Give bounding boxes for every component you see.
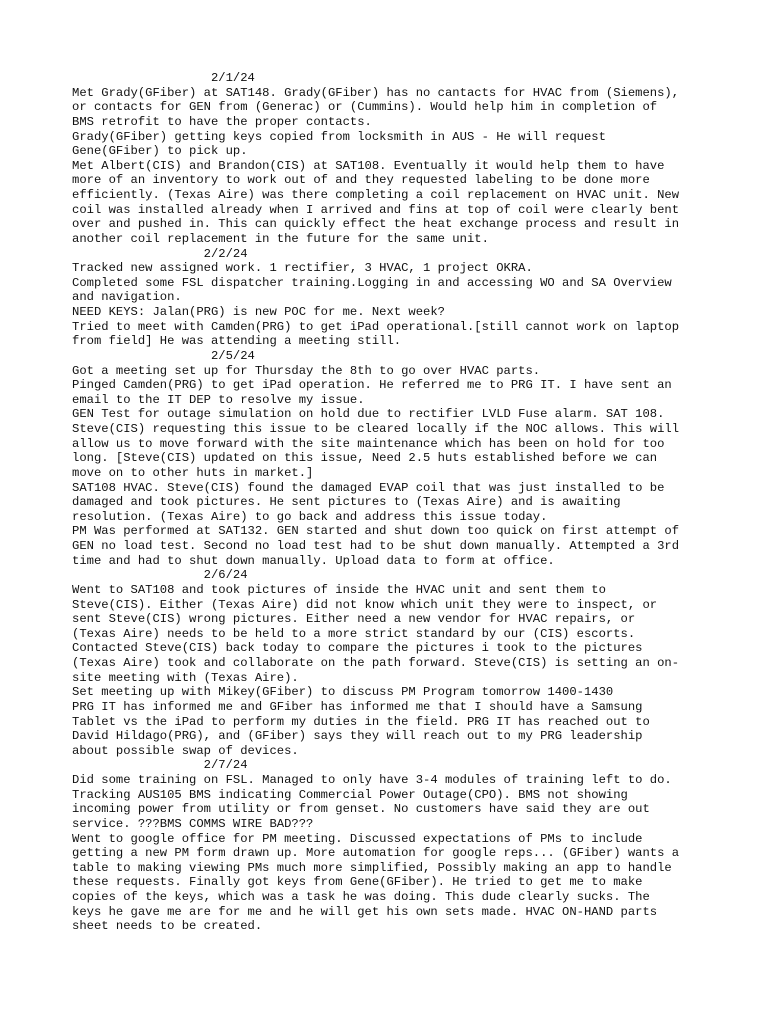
text-line: sent Steve(CIS) wrong pictures. Either need a new vendor for HVAC repairs, or <box>72 612 636 627</box>
text-line: table to making viewing PMs much more simplified, Possibly making an app to handle <box>72 860 672 875</box>
text-line: Contacted Steve(CIS) back today to compare the pictures i took to the pictures <box>72 641 643 656</box>
text-line: Completed some FSL dispatcher training.Logging in and accessing WO and SA Overview <box>72 275 672 290</box>
text-line: GEN no load test. Second no load test had to be shut down manually. Attempted a 3rd <box>72 539 680 553</box>
text-line: Tablet vs the iPad to perform my duties in the field. PRG IT has reached out to <box>72 714 650 729</box>
text-line: copies of the keys, which was a task he was doing. This dude clearly sucks. The <box>72 890 650 904</box>
text-line: PRG IT has informed me and GFiber has informed me that I should have a Samsung <box>72 699 643 714</box>
text-line: Tracked new assigned work. 1 rectifier, 3 HVAC, 1 project OKRA. <box>72 261 533 276</box>
date-heading: 2/6/24 <box>72 568 248 583</box>
date-heading: 2/5/24 <box>72 348 255 363</box>
text-line: resolution. (Texas Aire) to go back and address this issue today. <box>72 509 548 524</box>
text-line: Pinged Camden(PRG) to get iPad operation. He referred me to PRG IT. I have sent an <box>72 378 672 393</box>
document-body <box>72 71 712 934</box>
text-line: NEED KEYS: Jalan(PRG) is new POC for me. Next week? <box>72 305 445 319</box>
text-line: incoming power from utility or from genset. No customers have said they are out <box>72 802 650 817</box>
text-line: David Hildago(PRG), and (GFiber) says they will reach out to my PRG leadership <box>72 729 643 744</box>
text-line: getting a new PM form drawn up. More automation for google reps... (GFiber) wants a <box>72 846 680 861</box>
text-line: Did some training on FSL. Managed to only have 3-4 modules of training left to do. <box>72 773 672 787</box>
text-line: efficiently. (Texas Aire) was there completing a coil replacement on HVAC unit. New <box>72 188 680 202</box>
text-line: PM Was performed at SAT132. GEN started and shut down too quick on first attempt of <box>72 524 680 539</box>
text-line: from field] He was attending a meeting still. <box>72 334 402 349</box>
date-heading: 2/1/24 <box>72 71 255 85</box>
text-line: Met Grady(GFiber) at SAT148. Grady(GFiber) has no cantacts for HVAC from (Siemens), <box>72 85 680 100</box>
text-line: allow us to move forward with the site maintenance which has been on hold for too <box>72 436 665 451</box>
text-line: keys he gave me are for me and he will get his own sets made. HVAC ON-HAND parts <box>72 904 658 919</box>
text-line: SAT108 HVAC. Steve(CIS) found the damaged EVAP coil that was just installed to be <box>72 480 665 495</box>
text-line: Tracking AUS105 BMS indicating Commercial Power Outage(CPO). BMS not showing <box>72 787 628 802</box>
text-line: service. ???BMS COMMS WIRE BAD??? <box>72 816 314 831</box>
text-line: Went to google office for PM meeting. Discussed expectations of PMs to include <box>72 831 643 846</box>
text-line: (Texas Aire) needs to be held to a more strict standard by our (CIS) escorts. <box>72 626 636 641</box>
text-line: time and had to shut down manually. Upload data to form at office. <box>72 553 555 568</box>
date-heading: 2/2/24 <box>72 246 248 261</box>
text-line: coil was installed already when I arrived and fins at top of coil were clearly bent <box>72 202 680 217</box>
text-line: long. [Steve(CIS) updated on this issue, Need 2.5 huts established before we can <box>72 451 658 466</box>
text-line: Went to SAT108 and took pictures of inside the HVAC unit and sent them to <box>72 582 606 597</box>
text-line: BMS retrofit to have the proper contacts. <box>72 114 372 129</box>
text-line: Met Albert(CIS) and Brandon(CIS) at SAT108. Eventually it would help them to have <box>72 158 665 173</box>
text-line: these requests. Finally got keys from Gene(GFiber). He tried to get me to make <box>72 875 643 890</box>
text-line: Steve(CIS) requesting this issue to be cleared locally if the NOC allows. This will <box>72 422 680 436</box>
text-line: damaged and took pictures. He sent pictures to (Texas Aire) and is awaiting <box>72 495 621 510</box>
text-line: site meeting with (Texas Aire). <box>72 670 299 685</box>
text-line: or contacts for GEN from (Generac) or (Cummins). Would help him in completion of <box>72 100 658 115</box>
text-line: more of an inventory to work out of and they requested labeling to be done more <box>72 173 650 188</box>
text-line: (Texas Aire) took and collaborate on the path forward. Steve(CIS) is setting an on- <box>72 656 680 670</box>
text-line: sheet needs to be created. <box>72 919 263 934</box>
text-line: Gene(GFiber) to pick up. <box>72 144 248 159</box>
text-line: Grady(GFiber) getting keys copied from locksmith in AUS - He will request <box>72 129 606 144</box>
text-line: move on to other huts in market.] <box>72 465 314 480</box>
text-line: about possible swap of devices. <box>72 743 299 758</box>
text-line: GEN Test for outage simulation on hold due to rectifier LVLD Fuse alarm. SAT 108. <box>72 407 665 422</box>
text-line: and navigation. <box>72 290 182 305</box>
text-line: Tried to meet with Camden(PRG) to get iPad operational.[still cannot work on laptop <box>72 319 680 334</box>
text-line: Got a meeting set up for Thursday the 8th to go over HVAC parts. <box>72 363 541 378</box>
text-line: Steve(CIS). Either (Texas Aire) did not know which unit they were to inspect, or <box>72 597 658 612</box>
date-heading: 2/7/24 <box>72 758 248 773</box>
text-line: another coil replacement in the future for the same unit. <box>72 231 489 246</box>
text-line: over and pushed in. This can quickly effect the heat exchange process and result in <box>72 217 680 232</box>
text-line: email to the IT DEP to resolve my issue. <box>72 392 365 407</box>
text-line: Set meeting up with Mikey(GFiber) to discuss PM Program tomorrow 1400-1430 <box>72 685 614 700</box>
